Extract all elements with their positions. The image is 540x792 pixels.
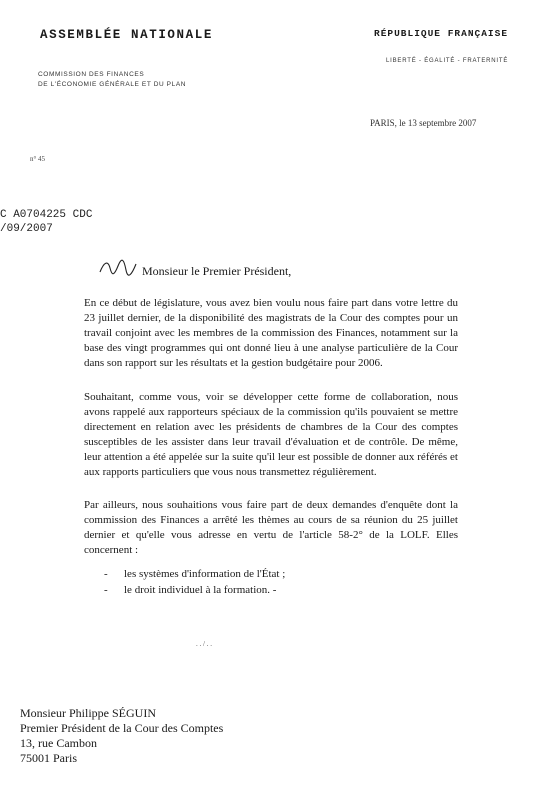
paragraph-text: Souhaitant, comme vous, voir se développer cette forme de collaboration, nous avons rappelé aux rapporteurs spéciaux de la commission qu'ils pouvaient se mettre directement en relation avec les présidents de chambres de la Cour des comptes susceptibles de les assister dans leur travail d'évaluation et de contrôle. De même, leur attention a été appelée sur la suite qu'il leur est possible de donner aux référés et aux rapports particuliers que vous nous transmettez régulièrement. [84,391,458,478]
address-line: 13, rue Cambon [20,736,97,750]
continuation-mark: . . / . . [196,640,212,648]
salutation: Monsieur le Premier Président, [142,264,292,278]
reference-number: n° 45 [30,155,46,163]
commission-line-1: COMMISSION DES FINANCES [38,71,145,78]
body-paragraph-1 [84,296,458,371]
address-line: Premier Président de la Cour des Comptes [20,721,224,735]
address-line: Monsieur Philippe SÉGUIN [20,706,156,720]
handwritten-initials [98,258,138,278]
stamp-line-1: C A0704225 CDC [0,209,93,221]
commission-name [38,70,186,90]
body-paragraph-2 [84,390,458,480]
recipient-address [20,706,223,766]
body-paragraph-3 [84,498,458,558]
list-item: - le droit individuel à la formation. - [104,582,285,598]
motto: LIBERTÉ - ÉGALITÉ - FRATERNITÉ [386,58,509,64]
commission-line-2: DE L'ÉCONOMIE GÉNÉRALE ET DU PLAN [38,81,187,88]
received-stamp [0,208,92,236]
list-item: - les systèmes d'information de l'État ; [104,566,285,582]
letter-date: PARIS, le 13 septembre 2007 [370,118,477,128]
inquiry-list [104,566,285,598]
paragraph-text: Par ailleurs, nous souhaitions vous faire part de deux demandes d'enquête dont la commission des Finances a arrêté les thèmes au cours de sa réunion du 25 juillet dernier et qu'elle vous adresse en vertu de l'article 58-2° de la LOLF. Elles concernent : [84,499,458,556]
address-line: 75001 Paris [20,751,77,765]
assembly-title: ASSEMBLÉE NATIONALE [40,28,213,42]
republic-title: RÉPUBLIQUE FRANÇAISE [374,28,509,39]
paragraph-text: En ce début de législature, vous avez bien voulu nous faire part dans votre lettre du 23 juillet dernier, de la disponibilité des magistrats de la Cour des comptes pour un travail conjoint avec les membres de la commission des Finances, notamment sur la base des vingt programmes qui ont donné lieu à une analyse particulière de la Cour dans son rapport sur les résultats et la gestion budgétaire pour 2006. [84,297,458,369]
stamp-line-2: /09/2007 [0,223,53,235]
